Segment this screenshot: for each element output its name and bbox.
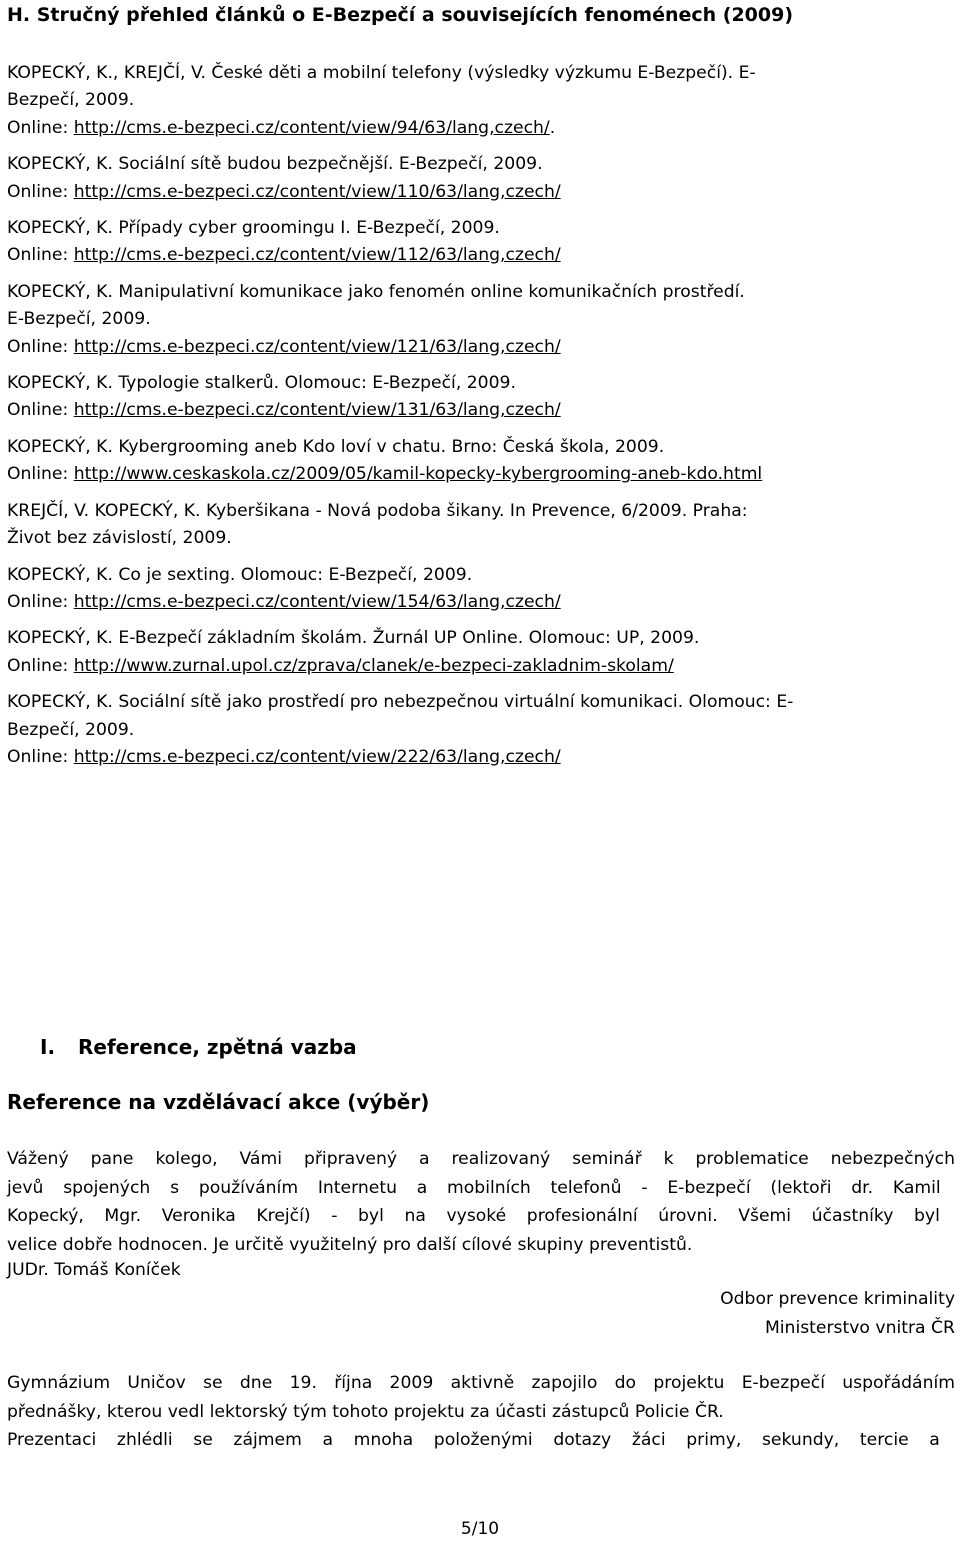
paragraph-line: Prezentaci zhlédli se zájmem a mnoha položenými dotazy žáci primy, sekundy, tercie a bbox=[7, 1430, 940, 1451]
reference-link[interactable]: http://cms.e-bezpeci.cz/content/view/110/63/lang,czech/ bbox=[73, 181, 561, 202]
section-number: I. bbox=[40, 1035, 56, 1059]
paragraph-line: přednášky, kterou vedl lektorský tým tohoto projektu za účasti zástupců Policie ČR. bbox=[7, 1401, 724, 1422]
online-label: Online: bbox=[7, 181, 74, 202]
reference-link[interactable]: http://cms.e-bezpeci.cz/content/view/154/63/lang,czech/ bbox=[73, 591, 561, 612]
online-label: Online: bbox=[7, 117, 74, 138]
online-label: Online: bbox=[7, 464, 74, 485]
reference-link[interactable]: http://cms.e-bezpeci.cz/content/view/121/63/lang,czech/ bbox=[73, 336, 561, 357]
section-h-heading: H. Stručný přehled článků o E-Bezpečí a souvisejících fenoménech (2009) bbox=[7, 4, 794, 26]
signature-org-line: Odbor prevence kriminality bbox=[720, 1289, 955, 1309]
subsection-heading: Reference na vzdělávací akce (výběr) bbox=[7, 1090, 430, 1114]
reference-item bbox=[7, 625, 942, 680]
reference-text: KOPECKÝ, K. Sociální sítě jako prostředí pro nebezpečnou virtuální komunikaci. Olomouc: E- bbox=[7, 692, 794, 713]
reference-link[interactable]: http://www.zurnal.upol.cz/zprava/clanek/e-bezpeci-zakladnim-skolam/ bbox=[73, 655, 674, 676]
reference-item bbox=[7, 562, 942, 617]
online-label: Online: bbox=[7, 655, 74, 676]
reference-paragraph-1 bbox=[7, 1145, 955, 1259]
reference-text: KOPECKÝ, K. Co je sexting. Olomouc: E-Bezpečí, 2009. bbox=[7, 564, 473, 585]
reference-link[interactable]: http://www.ceskaskola.cz/2009/05/kamil-kopecky-kybergrooming-aneb-kdo.html bbox=[73, 464, 763, 485]
online-label: Online: bbox=[7, 245, 74, 266]
page-number: 5/10 bbox=[460, 1519, 500, 1539]
link-suffix: . bbox=[549, 117, 556, 138]
paragraph-line: Kopecký, Mgr. Veronika Krejčí) - byl na vysoké profesionální úrovni. Všemi účastníky byl bbox=[7, 1206, 940, 1227]
reference-link[interactable]: http://cms.e-bezpeci.cz/content/view/131/63/lang,czech/ bbox=[73, 400, 561, 421]
reference-item bbox=[7, 689, 942, 771]
paragraph-line: jevů spojených s používáním Internetu a mobilních telefonů - E-bezpečí (lektoři dr. Kamil bbox=[7, 1177, 941, 1198]
online-label: Online: bbox=[7, 746, 74, 767]
reference-item bbox=[7, 60, 942, 142]
section-title: Reference, zpětná vazba bbox=[78, 1035, 357, 1059]
paragraph-line: Vážený pane kolego, Vámi připravený a realizovaný seminář k problematice nebezpečných bbox=[7, 1149, 955, 1169]
reference-text: KOPECKÝ, K. Případy cyber groomingu I. E-Bezpečí, 2009. bbox=[7, 218, 500, 239]
online-label: Online: bbox=[7, 336, 74, 357]
reference-item bbox=[7, 498, 942, 553]
reference-item bbox=[7, 370, 942, 425]
reference-text: Bezpečí, 2009. bbox=[7, 90, 135, 111]
reference-text: Život bez závislostí, 2009. bbox=[7, 528, 232, 549]
reference-text: KOPECKÝ, K. Kybergrooming aneb Kdo loví v chatu. Brno: Česká škola, 2009. bbox=[7, 436, 665, 457]
reference-text: Bezpečí, 2009. bbox=[7, 719, 135, 740]
reference-text: KOPECKÝ, K., KREJČÍ, V. České děti a mobilní telefony (výsledky výzkumu E-Bezpečí). E- bbox=[7, 63, 756, 83]
signature-name: JUDr. Tomáš Koníček bbox=[7, 1260, 181, 1280]
reference-text: KOPECKÝ, K. E-Bezpečí základním školám. Žurnál UP Online. Olomouc: UP, 2009. bbox=[7, 628, 700, 649]
reference-link[interactable]: http://cms.e-bezpeci.cz/content/view/112/63/lang,czech/ bbox=[73, 245, 561, 266]
reference-paragraph-2 bbox=[7, 1369, 955, 1455]
section-i-heading bbox=[40, 1033, 357, 1061]
reference-text: KOPECKÝ, K. Typologie stalkerů. Olomouc: E-Bezpečí, 2009. bbox=[7, 373, 516, 394]
reference-item bbox=[7, 151, 942, 206]
signature-org-line: Ministerstvo vnitra ČR bbox=[764, 1318, 955, 1338]
paragraph-line: Gymnázium Uničov se dne 19. října 2009 aktivně zapojilo do projektu E-bezpečí uspořádáním bbox=[7, 1373, 955, 1393]
reference-text: KREJČÍ, V. KOPECKÝ, K. Kyberšikana - Nová podoba šikany. In Prevence, 6/2009. Praha: bbox=[7, 500, 748, 521]
reference-link[interactable]: http://cms.e-bezpeci.cz/content/view/222/63/lang,czech/ bbox=[73, 746, 561, 767]
paragraph-line: velice dobře hodnocen. Je určitě využitelný pro další cílové skupiny preventistů. bbox=[7, 1234, 693, 1255]
reference-item bbox=[7, 434, 942, 489]
reference-text: KOPECKÝ, K. Manipulativní komunikace jako fenomén online komunikačních prostředí. bbox=[7, 281, 745, 302]
reference-text: KOPECKÝ, K. Sociální sítě budou bezpečnější. E-Bezpečí, 2009. bbox=[7, 154, 543, 175]
signature-organization bbox=[720, 1285, 955, 1343]
reference-link[interactable]: http://cms.e-bezpeci.cz/content/view/94/63/lang,czech/ bbox=[73, 117, 550, 138]
online-label: Online: bbox=[7, 591, 74, 612]
reference-text: E-Bezpečí, 2009. bbox=[7, 309, 151, 330]
reference-item bbox=[7, 279, 942, 361]
online-label: Online: bbox=[7, 400, 74, 421]
reference-list bbox=[7, 60, 942, 780]
reference-item bbox=[7, 215, 942, 270]
